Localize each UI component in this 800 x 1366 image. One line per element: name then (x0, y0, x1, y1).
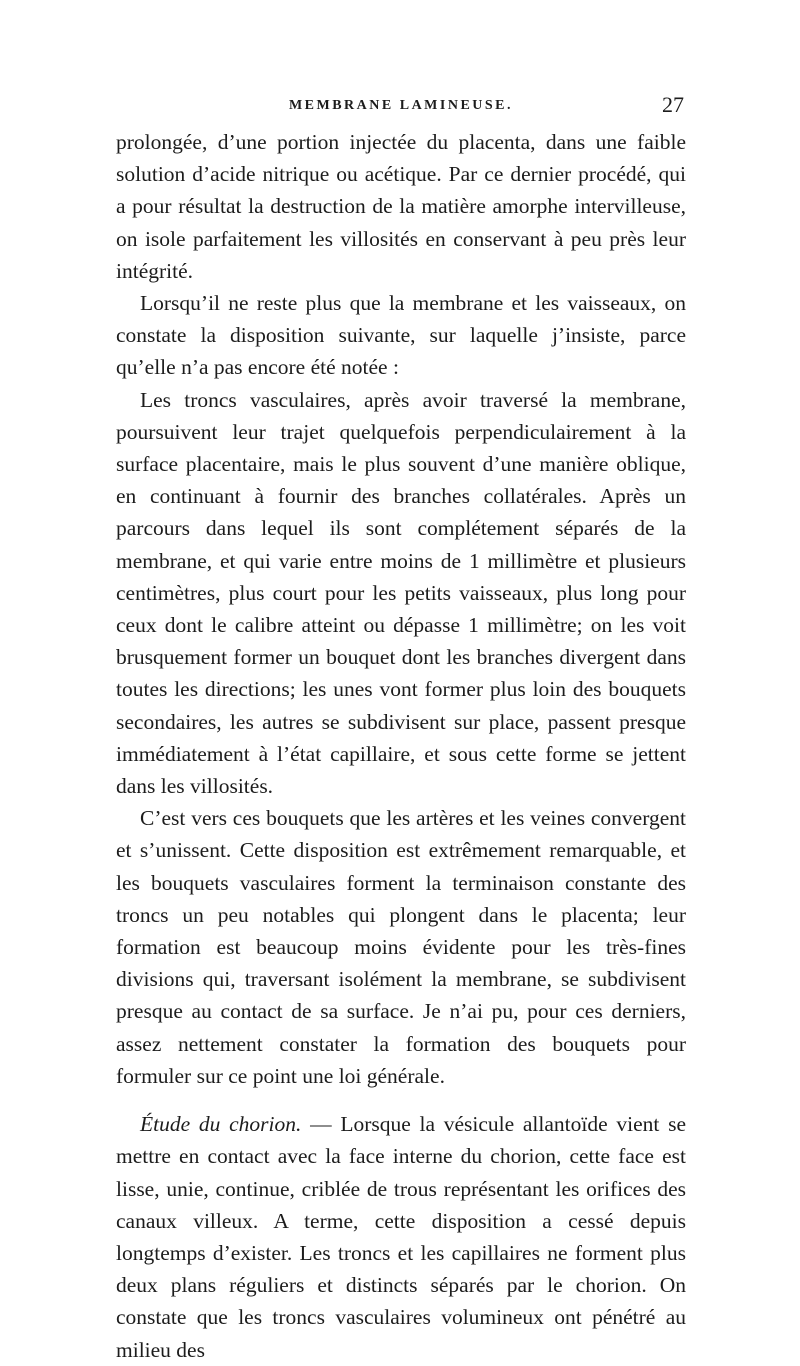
paragraph-chorion-text: Lorsque la vésicule allantoïde vient se mettre en contact avec la face interne du chorion, cette face est lisse, unie, continue, criblée de trous représentant les orifices des canaux villeux. A terme, cette disposition a cessé depuis longtemps d’exister. Les troncs et les capillaires ne forment plus deux plans réguliers et distincts séparés par le chorion. On constate que les troncs vasculaires volumineux ont pénétré au milieu des (116, 1112, 686, 1362)
body-text (116, 126, 686, 1366)
heading-dash: — (301, 1112, 341, 1137)
page-number: 27 (662, 92, 684, 117)
paragraph-bouquets: C’est vers ces bouquets que les artères et les veines convergent et s’unissent. Cette disposition est extrêmement remarquable, et les bouquets vasculaires forment la terminaison constante des troncs un peu notables qui plongent dans le placenta; leur formation est beaucoup moins évidente pour les très-fines divisions qui, traversant isolément la membrane, se subdivisent presque au contact de sa surface. Je n’ai pu, pour ces derniers, assez nettement constater la formation des bouquets pour formuler sur ce point une loi générale. (116, 806, 686, 1088)
running-title: MEMBRANE LAMINEUSE. (288, 98, 514, 113)
paragraph-continued: prolongée, d’une portion injectée du placenta, dans une faible solution d’acide nitrique ou acétique. Par ce dernier procédé, qui a pour résultat la destruction de la matière amorphe intervilleuse, on isole parfaitement les villosités en conservant à peu près leur intégrité. (116, 130, 686, 283)
section-heading: Étude du chorion. (140, 1112, 302, 1137)
paragraph-chorion-study (116, 1108, 686, 1366)
running-header (116, 92, 686, 126)
paragraph-disposition: Lorsqu’il ne reste plus que la membrane et les vaisseaux, on constate la disposition suivante, sur laquelle j’insiste, parce qu’elle n’a pas encore été notée : (116, 291, 686, 380)
paragraph-vascular-trunks: Les troncs vasculaires, après avoir traversé la membrane, poursuivent leur trajet quelquefois perpendiculairement à la surface placentaire, mais le plus souvent d’une manière oblique, en continuant à fournir des branches collatérales. Après un parcours dans lequel ils sont complétement séparés de la membrane, et qui varie entre moins de 1 millimètre et plusieurs centimètres, plus court pour les petits vaisseaux, plus long pour ceux dont le calibre atteint ou dépasse 1 millimètre; on les voit brusquement former un bouquet dont les branches divergent dans toutes les directions; les unes vont former plus loin des bouquets secondaires, les autres se subdivisent sur place, passent presque immédiatement à l’état capillaire, et sous cette forme se jettent dans les villosités. (116, 387, 686, 799)
book-page (116, 92, 686, 1366)
